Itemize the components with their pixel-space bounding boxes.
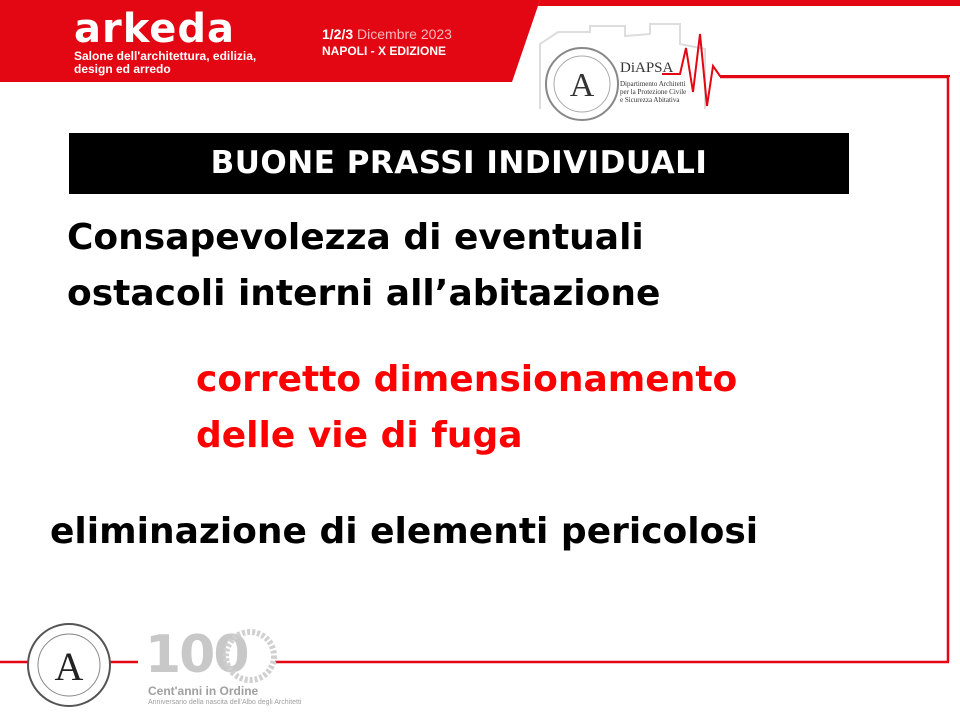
centenary-number: 100	[145, 625, 248, 685]
slide-title: BUONE PRASSI INDIVIDUALI	[210, 145, 708, 181]
body-line-2: ostacoli interni all’abitazione	[67, 273, 661, 314]
centenary-subtitle: Anniversario della nascita dell'Albo degli Architetti	[148, 699, 302, 706]
centenary-title: Cent'anni in Ordine	[148, 684, 259, 698]
diapsa-description: Dipartimento Architetti per la Protezione Civile e Sicurezza Abitativa	[620, 80, 687, 104]
diapsa-seal-letter: A	[569, 67, 595, 104]
body-line-1: Consapevolezza di eventuali	[67, 217, 644, 258]
highlight-line-1: corretto dimensionamento	[196, 359, 738, 400]
centenary-ring-icon	[222, 628, 278, 684]
order-seal-icon	[26, 622, 112, 708]
event-dates: 1/2/3 Dicembre 2023	[322, 26, 452, 42]
arkeda-logo: arkeda	[74, 6, 235, 52]
arkeda-subtitle: Salone dell'architettura, edilizia, design ed arredo	[74, 49, 257, 76]
order-seal-letter: A	[54, 644, 84, 689]
diapsa-name: DiAPSA	[620, 60, 674, 76]
highlight-line-2: delle vie di fuga	[196, 415, 523, 456]
body-line-3: eliminazione di elementi pericolosi	[50, 511, 759, 552]
event-edition: NAPOLI - X EDIZIONE	[322, 44, 447, 58]
